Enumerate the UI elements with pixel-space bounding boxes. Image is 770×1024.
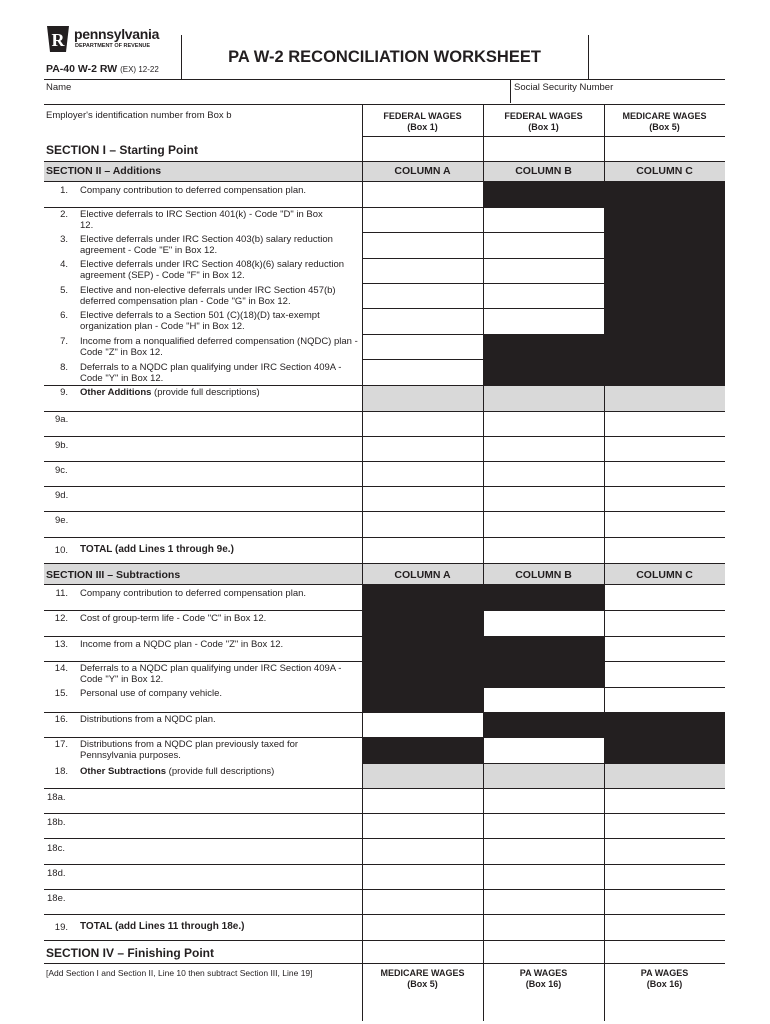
section4-header-a-line1: MEDICARE WAGES bbox=[380, 968, 465, 978]
line-desc: Distributions from a NQDC plan. bbox=[80, 714, 216, 725]
section3-col-c-label: COLUMN C bbox=[636, 569, 693, 581]
line-number: 13. bbox=[54, 639, 68, 650]
other-subtractions-note: (provide full descriptions) bbox=[166, 766, 275, 777]
section4-header-b bbox=[483, 968, 604, 989]
line-desc: Income from a nonqualified deferred compensation (NQDC) plan - Code "Z" in Box 12. bbox=[80, 336, 358, 359]
line-9e: 9e. bbox=[55, 515, 69, 526]
line-desc: Company contribution to deferred compensation plan. bbox=[80, 588, 307, 599]
line-number: 17. bbox=[54, 739, 68, 750]
svg-text:R: R bbox=[51, 30, 65, 50]
col-c-header-line1: MEDICARE WAGES bbox=[622, 111, 707, 121]
line-desc: Elective deferrals under IRC Section 403(b) salary reduction agreement - Code "E" in Box 12. bbox=[80, 234, 333, 257]
line-number: 4. bbox=[60, 259, 68, 270]
col-a-header bbox=[362, 111, 483, 132]
line-desc: Company contribution to deferred compensation plan. bbox=[80, 185, 307, 196]
section3-col-b-label: COLUMN B bbox=[515, 569, 572, 581]
section1-input-c[interactable] bbox=[605, 136, 725, 160]
line-number: 7. bbox=[60, 336, 68, 347]
line-18d: 18d. bbox=[47, 868, 66, 879]
section1-input-b[interactable] bbox=[484, 136, 604, 160]
line-number: 16. bbox=[54, 714, 68, 725]
line-9c: 9c. bbox=[55, 465, 68, 476]
line-desc: Elective deferrals under IRC Section 408(k)(6) salary reduction agreement (SEP) - Code "F" in Box 12. bbox=[80, 259, 345, 282]
line-desc: Elective and non-elective deferrals under IRC Section 457(b) deferred compensation plan - Code "G" in Box 12. bbox=[80, 285, 336, 308]
section4-header-a-line2: (Box 5) bbox=[407, 978, 438, 989]
section1-title: SECTION I – Starting Point bbox=[46, 143, 199, 157]
form-version: (EX) 12-22 bbox=[120, 65, 159, 74]
line-10-number: 10. bbox=[54, 545, 68, 556]
section4-header-c-line2: (Box 16) bbox=[646, 978, 683, 989]
line-18a: 18a. bbox=[47, 792, 66, 803]
line-19-number: 19. bbox=[54, 922, 68, 933]
other-additions-label: Other Additions bbox=[80, 387, 152, 398]
line-18e: 18e. bbox=[47, 893, 66, 904]
line-number: 5. bbox=[60, 285, 68, 296]
line-number: 18. bbox=[54, 766, 68, 777]
line-9a: 9a. bbox=[55, 414, 69, 425]
line-18c: 18c. bbox=[47, 843, 65, 854]
section2-col-a-label: COLUMN A bbox=[394, 165, 451, 177]
page-title: PA W-2 RECONCILIATION WORKSHEET bbox=[228, 48, 541, 66]
line-desc: Elective deferrals to a Section 501 (C)(18)(D) tax-exempt organization plan - Code "H" in Box 12. bbox=[80, 310, 320, 333]
line-desc bbox=[80, 387, 360, 398]
line-desc: Personal use of company vehicle. bbox=[80, 688, 223, 699]
line-desc bbox=[80, 766, 360, 777]
section3-title: SECTION III – Subtractions bbox=[46, 569, 181, 581]
section4-header-a bbox=[362, 968, 483, 989]
line-number: 1. bbox=[60, 185, 68, 196]
other-subtractions-label: Other Subtractions bbox=[80, 766, 167, 777]
line-number: 15. bbox=[54, 688, 68, 699]
line-19-total: TOTAL (add Lines 11 through 18e.) bbox=[80, 921, 245, 932]
col-a-header-line2: (Box 1) bbox=[407, 121, 438, 132]
line-18b: 18b. bbox=[47, 817, 66, 828]
line-10-total: TOTAL (add Lines 1 through 9e.) bbox=[80, 544, 234, 555]
col-b-header bbox=[483, 111, 604, 132]
section4-header-b-line2: (Box 16) bbox=[525, 978, 562, 989]
line-number: 2. bbox=[60, 209, 68, 220]
section2-col-b-label: COLUMN B bbox=[515, 165, 572, 177]
col-b-header-line1: FEDERAL WAGES bbox=[504, 111, 583, 121]
employer-id-label: Employer's identification number from Box b bbox=[46, 110, 232, 121]
other-additions-note: (provide full descriptions) bbox=[151, 387, 260, 398]
col-b-header-line2: (Box 1) bbox=[528, 121, 559, 132]
line-number: 12. bbox=[54, 613, 68, 624]
line-9b: 9b. bbox=[55, 440, 69, 451]
section4-title: SECTION IV – Finishing Point bbox=[46, 946, 215, 960]
line-desc: Income from a NQDC plan - Code "Z" in Box 12. bbox=[80, 639, 284, 650]
line-desc: Cost of group-term life - Code "C" in Box 12. bbox=[80, 613, 267, 624]
line-desc: Elective deferrals to IRC Section 401(k) - Code "D" in Box 12. bbox=[80, 209, 323, 232]
form-id bbox=[46, 63, 159, 75]
brand-subtitle: DEPARTMENT OF REVENUE bbox=[75, 43, 151, 49]
section4-header-c bbox=[604, 968, 725, 989]
line-desc: Distributions from a NQDC plan previously taxed for Pennsylvania purposes. bbox=[80, 739, 299, 762]
section2-title: SECTION II – Additions bbox=[46, 165, 162, 177]
line-number: 8. bbox=[60, 362, 68, 373]
form-id-text: PA-40 W-2 RW bbox=[46, 63, 118, 75]
section4-header-b-line1: PA WAGES bbox=[519, 968, 568, 978]
brand-name: pennsylvania bbox=[74, 26, 160, 42]
line-number: 9. bbox=[60, 387, 68, 398]
line-number: 3. bbox=[60, 234, 68, 245]
section4-note: [Add Section I and Section II, Line 10 then subtract Section III, Line 19] bbox=[46, 968, 313, 978]
section4-header-c-line1: PA WAGES bbox=[640, 968, 689, 978]
line-desc: Deferrals to a NQDC plan qualifying under IRC Section 409A - Code "Y" in Box 12. bbox=[80, 663, 342, 686]
pa-keystone-logo bbox=[46, 25, 70, 53]
line-number: 11. bbox=[55, 588, 68, 599]
ssn-label: Social Security Number bbox=[514, 82, 614, 93]
col-c-header-line2: (Box 5) bbox=[649, 121, 680, 132]
section1-input-a[interactable] bbox=[363, 136, 483, 160]
col-a-header-line1: FEDERAL WAGES bbox=[383, 111, 462, 121]
line-number: 6. bbox=[60, 310, 68, 321]
col-c-header bbox=[604, 111, 725, 132]
line-9d: 9d. bbox=[55, 490, 69, 501]
line-desc: Deferrals to a NQDC plan qualifying under IRC Section 409A - Code "Y" in Box 12. bbox=[80, 362, 342, 385]
section3-col-a-label: COLUMN A bbox=[394, 569, 451, 581]
line-number: 14. bbox=[54, 663, 68, 674]
section2-col-c-label: COLUMN C bbox=[636, 165, 693, 177]
name-label: Name bbox=[46, 82, 72, 93]
